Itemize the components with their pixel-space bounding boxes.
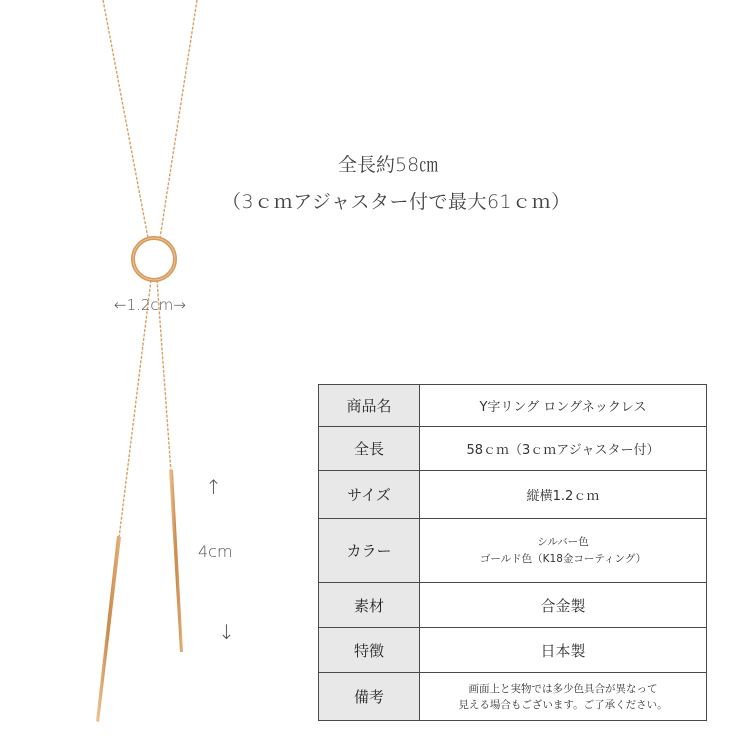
spec-value-size: 縦横1.2ｃｍ <box>420 471 707 519</box>
chain-left-upper <box>103 0 148 238</box>
spec-label-material: 素材 <box>319 583 420 628</box>
bar-right <box>169 470 183 652</box>
spec-label-size: サイズ <box>319 471 420 519</box>
total-length-label: 全長約58㎝ <box>338 154 439 176</box>
spec-label-remarks: 備考 <box>319 673 420 721</box>
spec-label-name: 商品名 <box>319 385 420 427</box>
spec-row-length <box>319 427 707 471</box>
bar-length-label: 4cm <box>198 542 233 561</box>
color-option-silver: シルバー色 <box>537 535 589 548</box>
spec-value-name: Y字リング ロングネックレス <box>420 385 707 427</box>
arrow-up-icon: ↑ <box>205 475 222 499</box>
spec-label-feature: 特徴 <box>319 628 420 673</box>
spec-value-feature: 日本製 <box>420 628 707 673</box>
spec-row-color <box>319 519 707 583</box>
spec-table <box>318 384 707 721</box>
remarks-line-2: 見える場合もございます。ご了承ください。 <box>458 698 668 711</box>
spec-value-remarks <box>420 673 707 721</box>
remarks-line-1: 画面上と実物では多少色具合が異なって <box>468 682 658 695</box>
chain-left-lower <box>119 280 151 538</box>
spec-row-size <box>319 471 707 519</box>
spec-value-length: 58ｃｍ（3ｃｍアジャスター付） <box>420 427 707 471</box>
ring-size-label: ←1.2cm→ <box>114 296 186 314</box>
spec-value-material: 合金製 <box>420 583 707 628</box>
bar-left <box>96 536 121 722</box>
spec-row-material <box>319 583 707 628</box>
spec-row-name <box>319 385 707 427</box>
spec-label-color: カラー <box>319 519 420 583</box>
spec-row-feature <box>319 628 707 673</box>
adjuster-note: （3ｃｍアジャスター付で最大61ｃｍ） <box>222 191 571 213</box>
spec-row-remarks <box>319 673 707 721</box>
color-option-gold: ゴールド色（K18金コーティング） <box>479 552 647 565</box>
spec-label-length: 全長 <box>319 427 420 471</box>
spec-value-color <box>420 519 707 583</box>
chain-right-upper <box>160 0 197 238</box>
arrow-down-icon: ↓ <box>218 620 235 644</box>
